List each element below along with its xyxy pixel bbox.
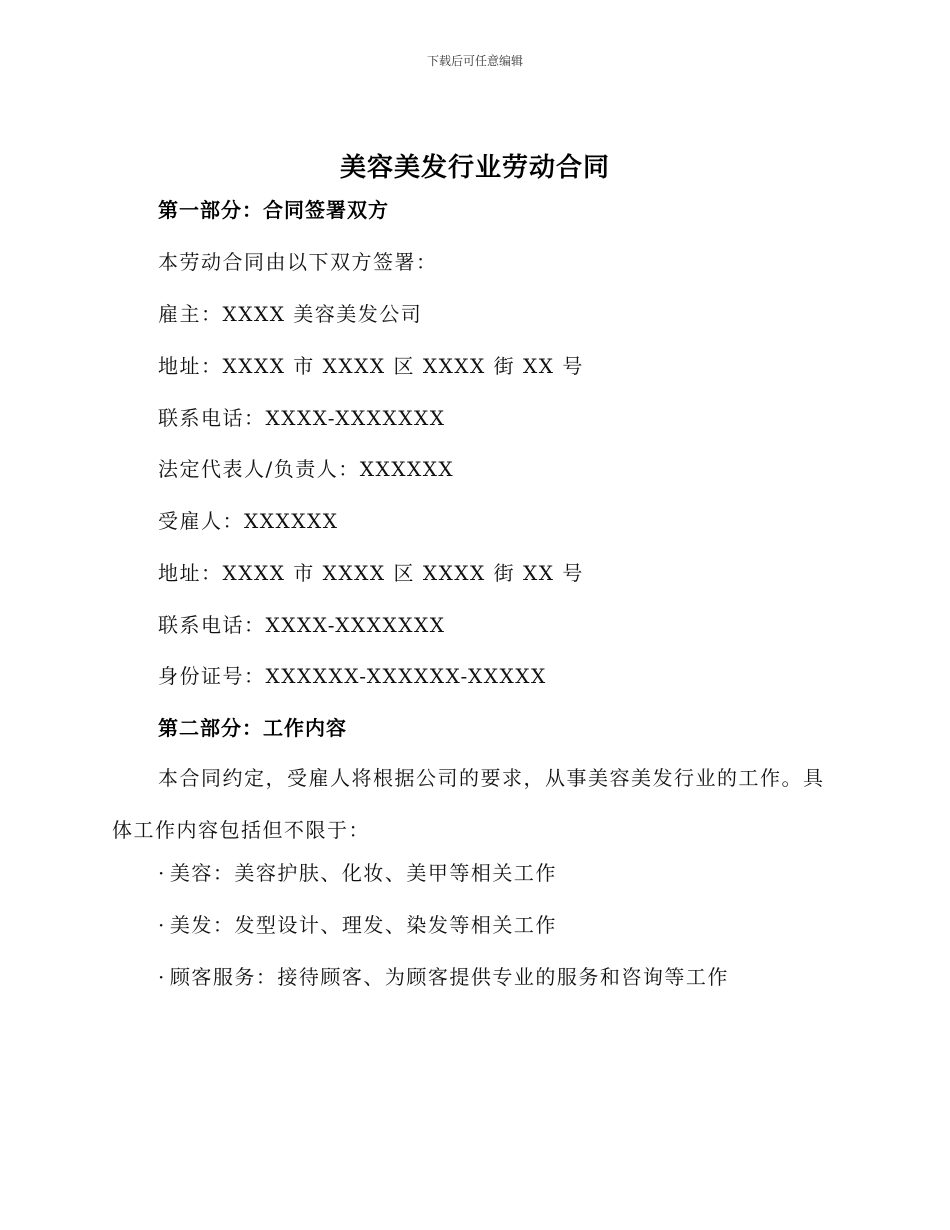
list-item-text: 美发：发型设计、理发、染发等相关工作	[169, 913, 557, 937]
document-title: 美容美发行业劳动合同	[339, 153, 610, 183]
header-note: 下载后可任意编辑	[426, 54, 523, 68]
employer-address-line: 地址：XXXX 市 XXXX 区 XXXX 街 XX 号	[158, 354, 584, 378]
employer-phone-line: 联系电话：XXXX-XXXXXXX	[158, 406, 446, 430]
bullet-icon: ·	[158, 913, 166, 937]
employee-address-line: 地址：XXXX 市 XXXX 区 XXXX 街 XX 号	[158, 561, 584, 585]
bullet-icon: ·	[158, 861, 166, 885]
section-heading-part1: 第一部分：合同签署双方	[158, 198, 389, 222]
bullet-icon: ·	[158, 965, 166, 989]
section-heading-part2: 第二部分：工作内容	[158, 716, 347, 740]
list-item-text: 美容：美容护肤、化妆、美甲等相关工作	[169, 861, 557, 885]
list-item	[158, 859, 557, 887]
id-number-line: 身份证号：XXXXXX-XXXXXX-XXXXX	[158, 664, 547, 688]
list-item	[158, 963, 729, 991]
employee-phone-line: 联系电话：XXXX-XXXXXXX	[158, 613, 446, 637]
intro-text: 本劳动合同由以下双方签署：	[158, 250, 438, 274]
employer-line: 雇主：XXXX 美容美发公司	[158, 302, 423, 326]
list-item	[158, 911, 557, 939]
legal-rep-line: 法定代表人/负责人：XXXXXX	[158, 457, 455, 481]
work-content-paragraph: 本合同约定，受雇人将根据公司的要求，从事美容美发行业的工作。具体工作内容包括但不限于：	[112, 766, 825, 842]
list-item-text: 顾客服务：接待顾客、为顾客提供专业的服务和咨询等工作	[169, 965, 729, 989]
employee-line: 受雇人：XXXXXX	[158, 509, 339, 533]
